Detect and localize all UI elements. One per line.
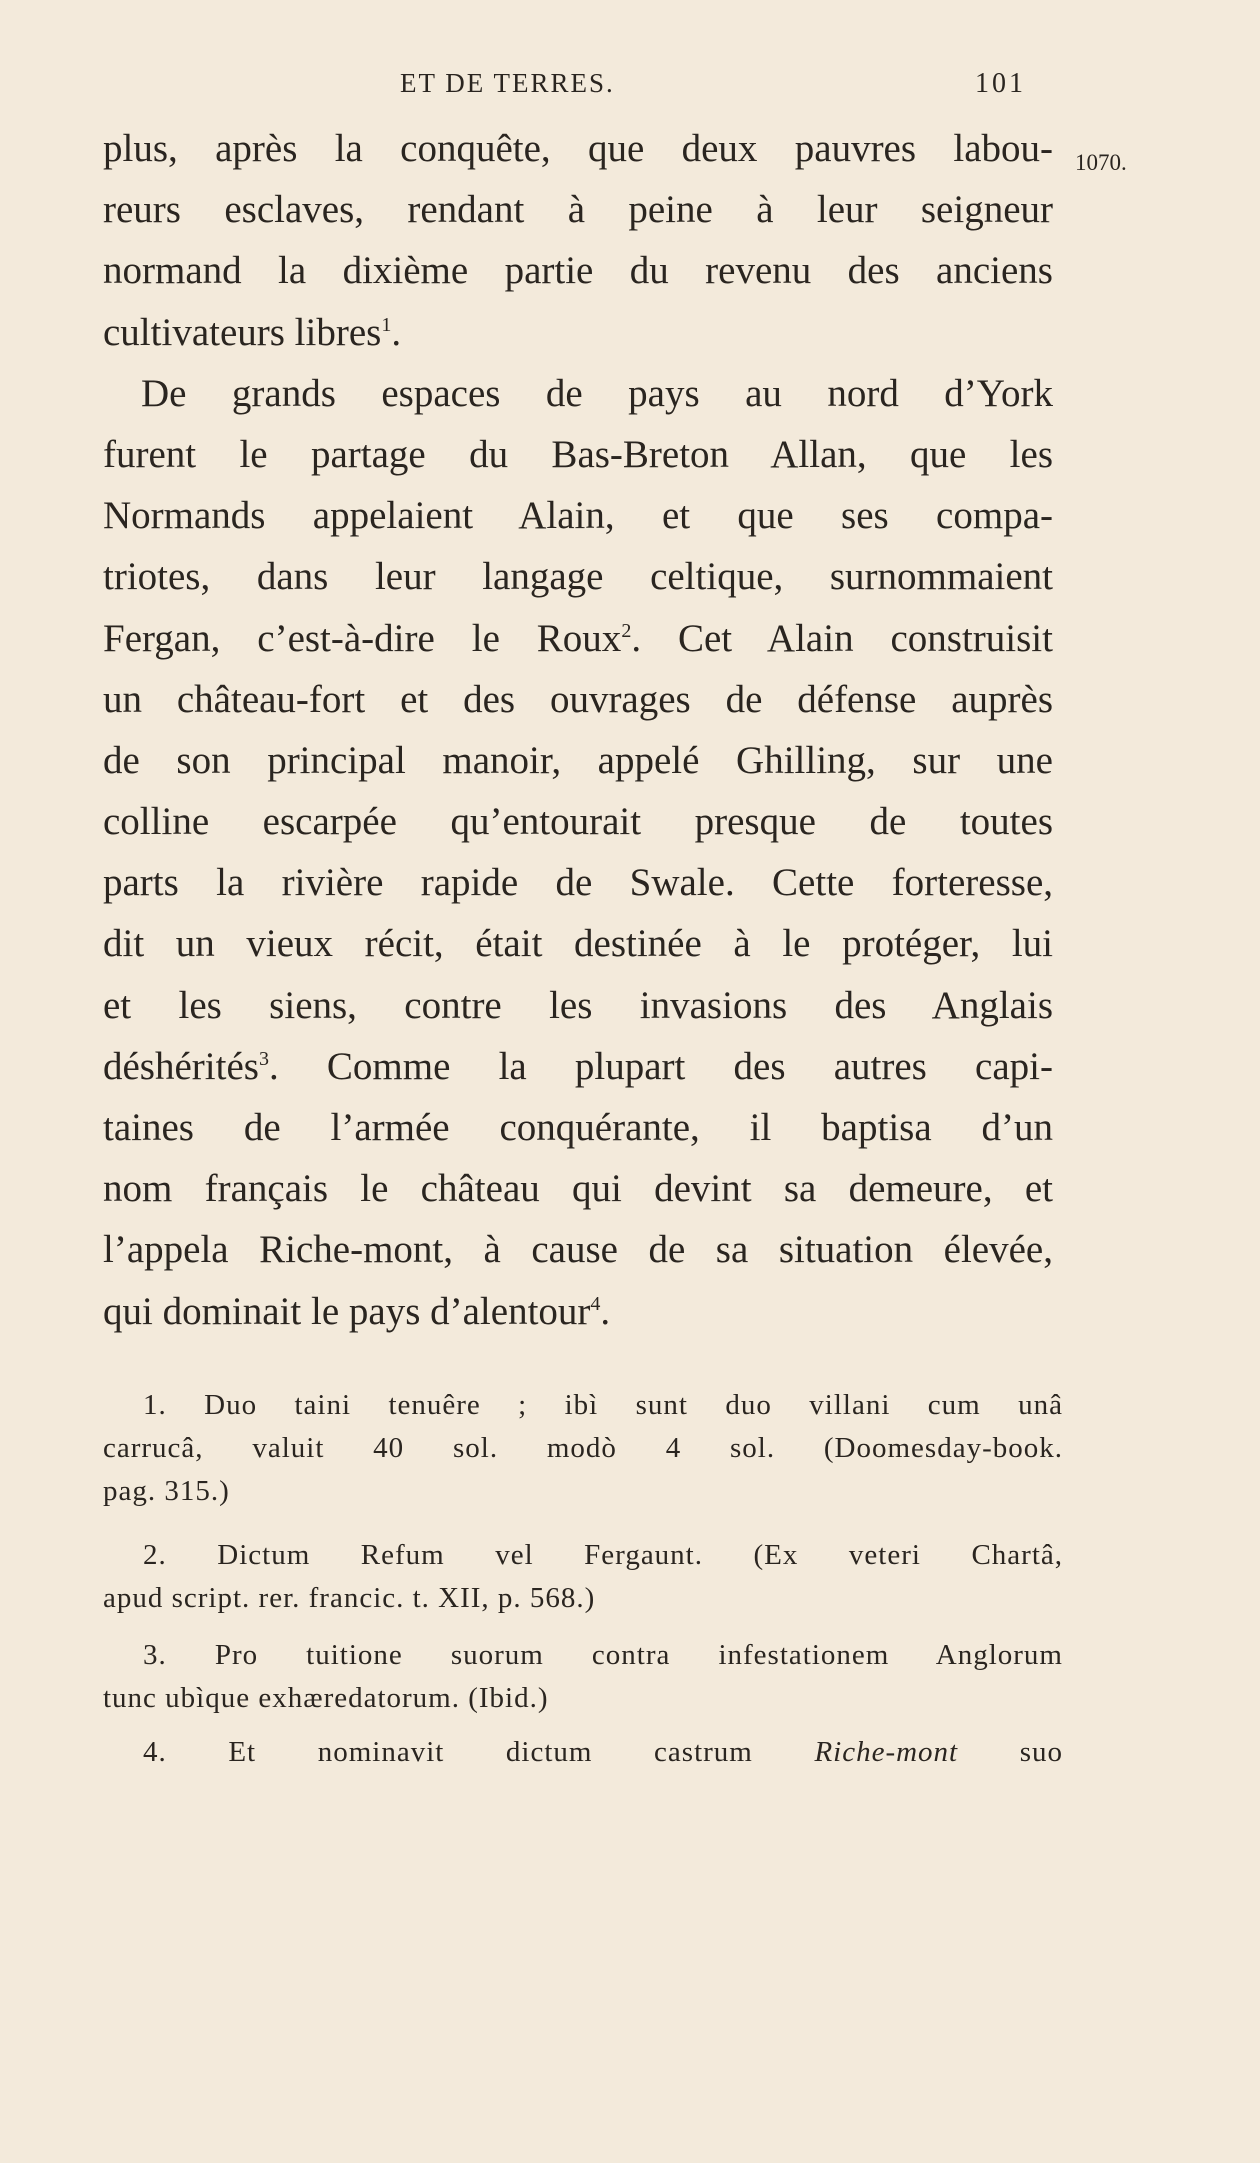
- running-title: ET DE TERRES.: [400, 68, 615, 98]
- footnote-line: 4. Et nominavit dictum castrum Riche-mont suo: [143, 1736, 1063, 1768]
- text-line: Fergan, c’est-à-dire le Roux$^2$. Cet Alain construisit: [103, 616, 1053, 660]
- footnote-line: 3. Pro tuitione suorum contra infestationem Anglorum: [143, 1639, 1063, 1671]
- text-line: parts la rivière rapide de Swale. Cette forteresse,: [103, 861, 1053, 905]
- text-line: qui dominait le pays d’alentour$^4$.: [103, 1289, 611, 1333]
- text-line: triotes, dans leur langage celtique, surnommaient: [103, 555, 1053, 599]
- text-line: taines de l’armée conquérante, il baptisa d’un: [103, 1106, 1053, 1149]
- text-line: de son principal manoir, appelé Ghilling, sur une: [103, 738, 1053, 782]
- text-line: dit un vieux récit, était destinée à le protéger, lui: [103, 922, 1053, 966]
- footnote-line: 2. Dictum Refum vel Fergaunt. (Ex veteri Chartâ,: [143, 1539, 1063, 1571]
- page-number: 101: [975, 68, 1026, 99]
- footnote-ref[interactable]: 4: [590, 1292, 601, 1315]
- text-line: furent le partage du Bas-Breton Allan, que les: [103, 432, 1053, 476]
- text-line: et les siens, contre les invasions des Anglais: [103, 983, 1053, 1027]
- text-line: cultivateurs libres$^1$.: [103, 310, 402, 354]
- text-line: normand la dixième partie du revenu des anciens: [103, 249, 1053, 293]
- footnote-1: [103, 1384, 1063, 1513]
- text-line: l’appela Riche-mont, à cause de sa situation élevée,: [103, 1228, 1053, 1272]
- text-line: De grands espaces de pays au nord d’York: [141, 371, 1053, 415]
- footnote-ref[interactable]: 2: [621, 619, 632, 642]
- text-line: nom français le château qui devint sa demeure, et: [103, 1167, 1053, 1211]
- footnote-line: apud script. rer. francic. t. XII, p. 568.): [103, 1582, 596, 1614]
- text-line: déshérités$^3$. Comme la plupart des autres capi-: [103, 1044, 1053, 1088]
- footnote-ref[interactable]: 1: [381, 313, 392, 336]
- text-line: un château-fort et des ouvrages de défense auprès: [103, 677, 1053, 721]
- text-line: plus, après la conquête, que deux pauvres labou-: [103, 127, 1053, 170]
- footnote-3: [103, 1634, 1063, 1720]
- italic-name: Riche-mont: [814, 1736, 959, 1768]
- footnote-line: carrucâ, valuit 40 sol. modò 4 sol. (Doomesday-book.: [103, 1432, 1063, 1464]
- margin-year: 1070.: [1075, 150, 1127, 175]
- footnote-4: [103, 1731, 1063, 1774]
- text-line: reurs esclaves, rendant à peine à leur seigneur: [103, 188, 1053, 232]
- footnote-ref[interactable]: 3: [258, 1047, 269, 1070]
- footnote-line: tunc ubìque exhæredatorum. (Ibid.): [103, 1682, 549, 1714]
- footnote-line: 1. Duo taini tenuêre ; ibì sunt duo villani cum unâ: [143, 1389, 1063, 1421]
- footnote-2: [103, 1534, 1063, 1620]
- main-text: [103, 118, 1053, 1342]
- text-line: colline escarpée qu’entourait presque de toutes: [103, 800, 1053, 844]
- text-line: Normands appelaient Alain, et que ses compa-: [103, 494, 1053, 538]
- footnote-line: pag. 315.): [103, 1475, 230, 1507]
